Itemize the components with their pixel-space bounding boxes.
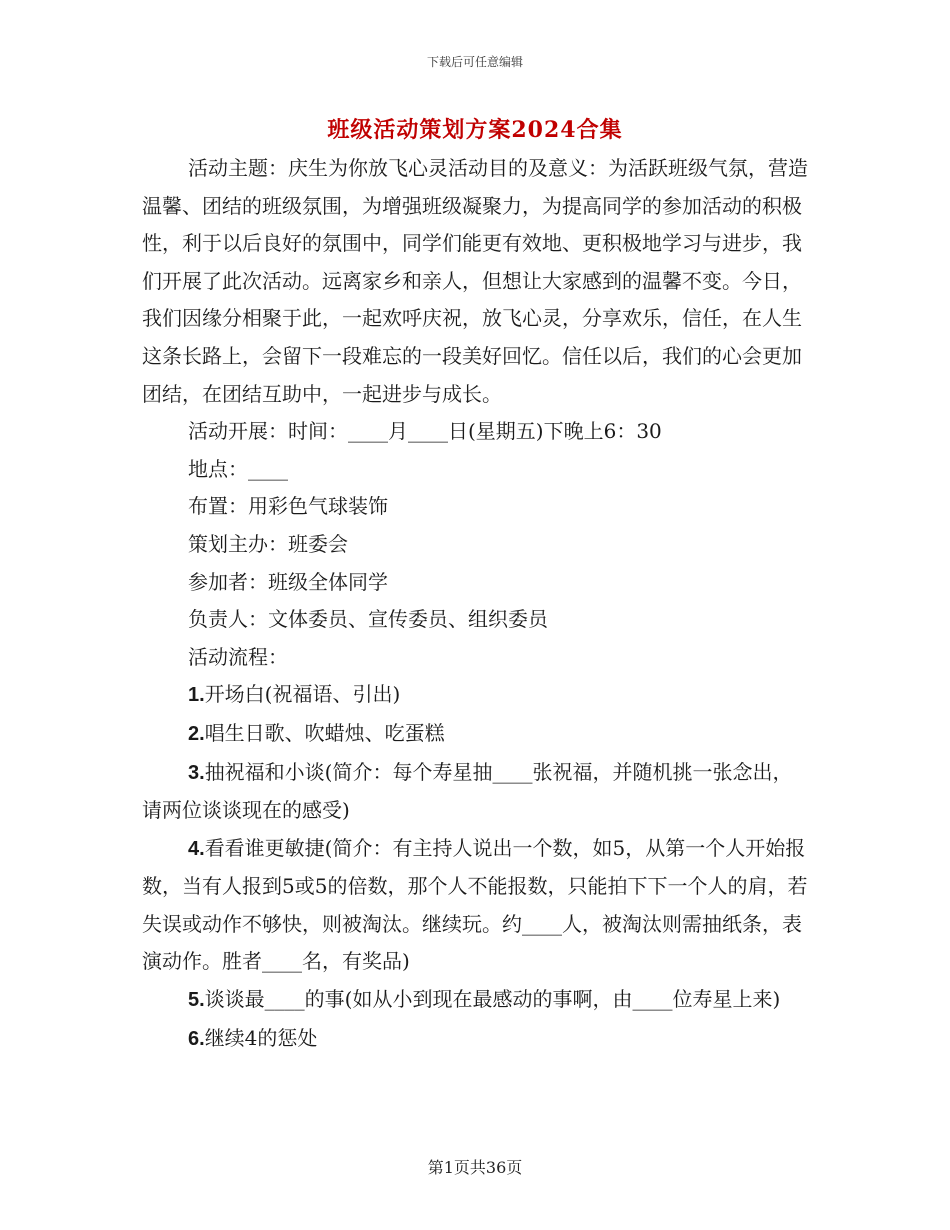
step-text: 抽祝福和小谈(简介：每个寿星抽____张祝福，并随机挑一张念出，请两位谈谈现在的感受): [142, 759, 793, 823]
step-number: 6.: [188, 1027, 205, 1050]
step-item: [142, 715, 812, 754]
step-number: 1.: [188, 684, 205, 707]
intro-paragraph: 活动主题：庆生为你放飞心灵活动目的及意义：为活跃班级气氛，营造温馨、团结的班级氛围，为增强班级凝聚力，为提高同学的参加活动的积极性，利于以后良好的氛围中，同学们能更有效地、更积极地学习与进步，我们开展了此次活动。远离家乡和亲人，但想让大家感到的温馨不变。今日，我们因缘分相聚于此，一起欢呼庆祝，放飞心灵，分享欢乐，信任，在人生这条长路上，会留下一段难忘的一段美好回忆。信任以后，我们的心会更加团结，在团结互助中，一起进步与成长。: [142, 156, 808, 406]
step-text: 继续4的惩处: [204, 1025, 318, 1050]
page-footer: 第1页共36页: [427, 1158, 523, 1177]
step-item: [142, 981, 812, 1020]
step-item: [142, 676, 812, 715]
step-item: [142, 754, 812, 830]
step-text: 看看谁更敏捷(简介：有主持人说出一个数，如5，从第一个人开始报数，当有人报到5或5的倍数，那个人不能报数，只能拍下下一个人的肩，若失误或动作不够快，则被淘汰。继续玩。约____人，被淘汰则需抽纸条，表演动作。胜者____名，有奖品): [142, 835, 808, 974]
step-item: [142, 1020, 812, 1059]
info-process-heading: 活动流程：: [188, 644, 288, 669]
step-number: 5.: [188, 989, 205, 1012]
step-number: 2.: [188, 722, 205, 745]
step-number: 4.: [188, 837, 205, 860]
header-note: 下载后可任意编辑: [426, 55, 523, 69]
step-text: 谈谈最____的事(如从小到现在最感动的事啊，由____位寿星上来): [204, 987, 781, 1012]
step-number: 3.: [188, 761, 205, 784]
step-text: 唱生日歌、吹蜡烛、吃蛋糕: [204, 720, 445, 745]
info-location: 地点：____: [188, 456, 288, 481]
info-time: 活动开展：时间：____月____日(星期五)下晚上6：30: [188, 419, 662, 444]
step-item: [142, 830, 812, 981]
info-decoration: 布置：用彩色气球装饰: [188, 494, 388, 519]
step-text: 开场白(祝福语、引出): [204, 682, 401, 707]
info-organizer: 策划主办：班委会: [188, 531, 348, 556]
info-responsible: 负责人：文体委员、宣传委员、组织委员: [188, 607, 548, 632]
document-title: 班级活动策划方案2024合集: [327, 117, 623, 143]
info-participants: 参加者：班级全体同学: [188, 569, 388, 594]
document-body: [142, 150, 812, 1058]
